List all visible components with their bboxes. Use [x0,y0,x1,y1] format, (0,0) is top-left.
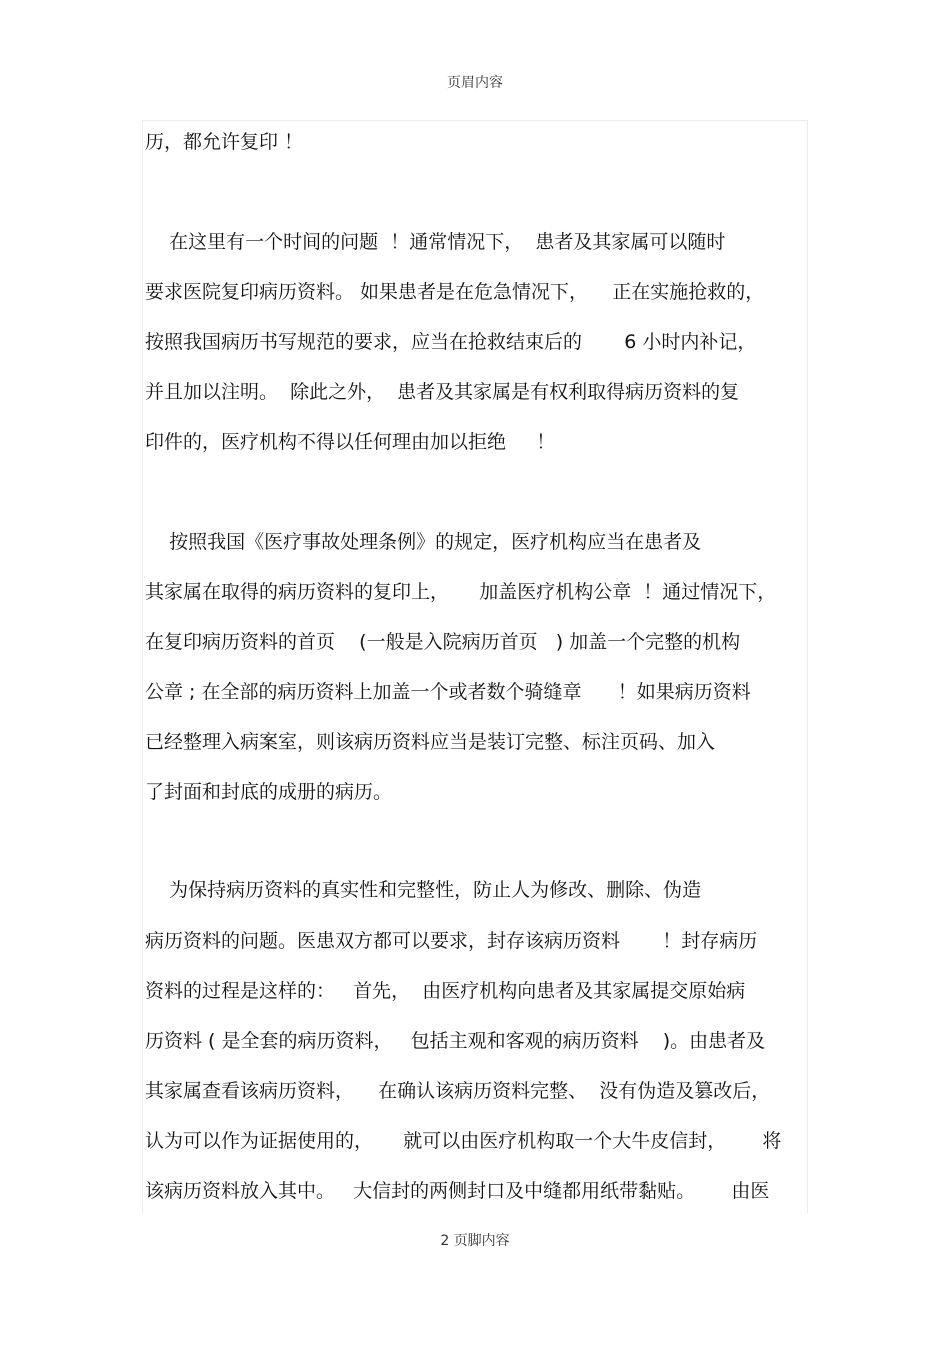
text-line: 了封面和封底的成册的病历。 [145,781,393,803]
text-line: 按照我国病历书写规范的要求，应当在抢救结束后的 6 小时内补记， [145,331,757,353]
text-line: 并且加以注明。 除此之外， 患者及其家属是有权利取得病历资料的复 [145,381,740,403]
text-line: 在这里有一个时间的问题 ！通常情况下， 患者及其家属可以随时 [145,231,726,253]
text-line: 历，都允许复印 ！ [145,131,304,153]
text-line: 历资料 ( 是全套的病历资料， 包括主观和客观的病历资料 )。由患者及 [145,1030,766,1052]
text-line: 病历资料的问题。医患双方都可以要求，封存该病历资料 ！封存病历 [145,930,758,952]
text-line: 为保持病历资料的真实性和完整性，防止人为修改、删除、伪造 [145,879,702,901]
page-header: 页眉内容 [447,75,503,91]
text-line: 其家属查看该病历资料， 在确认该病历资料完整、 没有伪造及篡改后， [145,1080,771,1102]
text-line: 在复印病历资料的首页 (一般是入院病历首页 ) 加盖一个完整的机构 [145,631,741,653]
text-line: 按照我国《医疗事故处理条例》的规定，医疗机构应当在患者及 [145,531,702,553]
text-line: 其家属在取得的病历资料的复印上， 加盖医疗机构公章 ！通过情况下， [145,581,777,603]
text-line: 要求医院复印病历资料。 如果患者是在危急情况下， 正在实施抢救的， [145,281,765,303]
text-line: 印件的，医疗机构不得以任何理由加以拒绝 ！ [145,431,556,453]
text-line: 资料的过程是这样的： 首先， 由医疗机构向患者及其家属提交原始病 [145,980,746,1002]
text-line: 认为可以作为证据使用的， 就可以由医疗机构取一个大牛皮信封， 将 [145,1130,782,1152]
page-footer [0,1230,950,1250]
text-line: 公章 ; 在全部的病历资料上加盖一个或者数个骑缝章 ！如果病历资料 [145,681,751,703]
page-number: 2 [440,1233,450,1249]
text-line: 该病历资料放入其中。 大信封的两侧封口及中缝都用纸带黏贴。 由医 [145,1180,770,1202]
footer-text: 页脚内容 [453,1233,510,1249]
text-line: 已经整理入病案室，则该病历资料应当是装订完整、标注页码、加入 [145,731,716,753]
